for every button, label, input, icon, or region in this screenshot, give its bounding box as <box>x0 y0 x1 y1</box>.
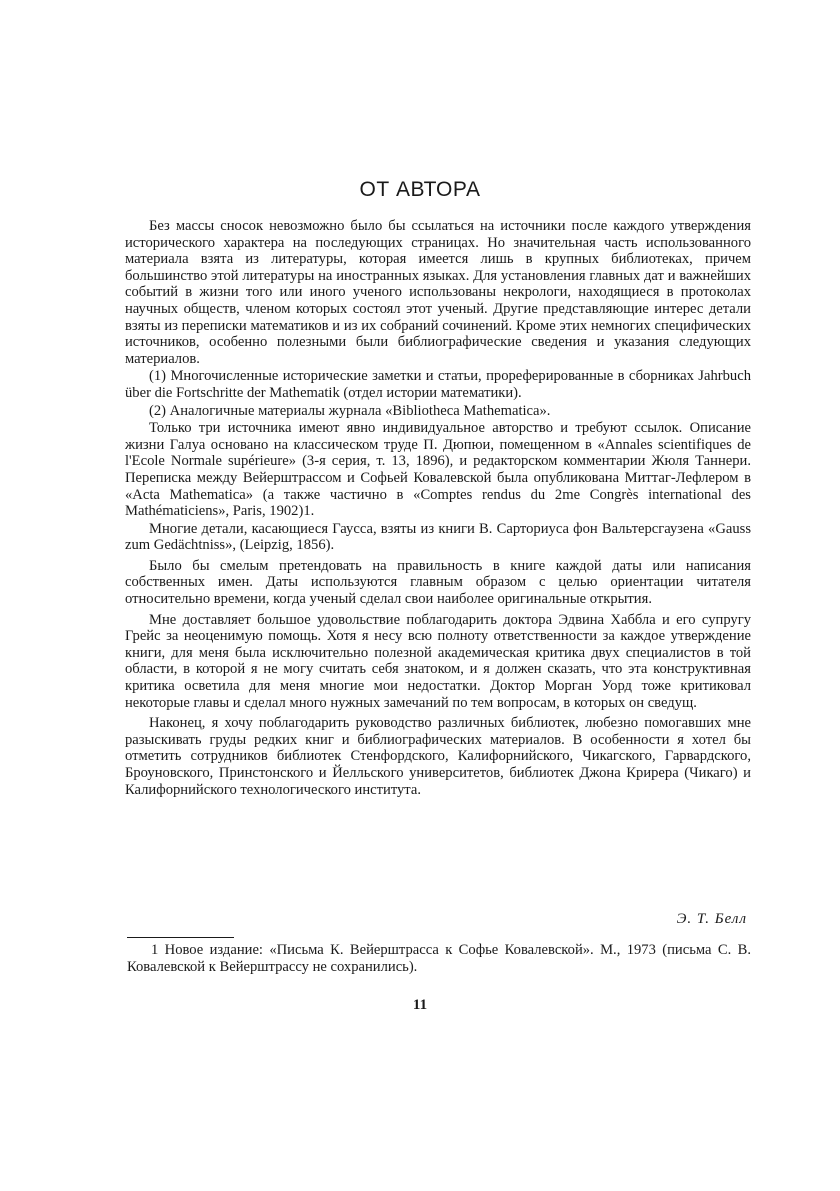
author-signature: Э. Т. Белл <box>676 911 747 927</box>
paragraph: Без массы сносок невозможно было бы ссылаться на источники после каждого утверждения исторического характера на последующих страницах. Но значительная часть использованного материала взята из литературы, которая имеется лишь в крупных библиотеках, причем большинство этой литературы на иностранных языках. Для установления главных дат и важнейших событий в жизни того или иного ученого использованы некрологи, находящиеся в протоколах научных обществ, членом которых состоял этот ученый. Другие представляющие интерес детали взяты из переписки математиков и из их собраний сочинений. Кроме этих немногих специфических источников, особенно полезными были библиографические сведения и указания следующих материалов. <box>125 218 751 367</box>
footnote: 1 Новое издание: «Письма К. Вейерштрасса к Софье Ковалевской». М., 1973 (письма С. В. Ковалевской к Вейерштрассу не сохранились). <box>127 942 751 975</box>
paragraph: (1) Многочисленные исторические заметки и статьи, прореферированные в сборниках Jahrbuch über die Fortschritte der Mathematik (отдел истории математики). <box>125 368 751 401</box>
page-title: ОТ АВТОРА <box>359 178 481 201</box>
paragraph: Многие детали, касающиеся Гаусса, взяты из книги В. Сарториуса фон Вальтерсгаузена «Gauss zum Gedächtniss», (Leipzig, 1856). <box>125 520 751 554</box>
body-text <box>125 218 751 798</box>
footnote-divider <box>127 937 234 938</box>
page-number: 11 <box>412 997 428 1013</box>
paragraph: Только три источника имеют явно индивидуальное авторство и требуют ссылок. Описание жизни Галуа основано на классическом труде П. Дюпюи, помещенном в «Annales scientifiques de l'Ecole Normale supérieure» (3-я серия, т. 13, 1896), и редакторском комментарии Жюля Таннери. Переписка между Вейерштрассом и Софьей Ковалевской была опубликована Миттаг-Лефлером в «Acta Mathematica» (а также частично в «Comptes rendus du 2me Congrès international des Mathématiciens», Paris, 1902)1. <box>125 420 751 520</box>
paragraph: Наконец, я хочу поблагодарить руководство различных библиотек, любезно помогавших мне разыскивать груды редких книг и библиографических материалов. В особенности я хотел бы отметить сотрудников библиотек Стенфордского, Калифорнийского, Чикагского, Гарвардского, Броуновского, Принстонского и Йелльского университетов, библиотек Джона Крирера (Чикаго) и Калифорнийского технологического института. <box>125 715 751 798</box>
paragraph: Мне доставляет большое удовольствие поблагодарить доктора Эдвина Хаббла и его супругу Грейс за неоценимую помощь. Хотя я несу всю полноту ответственности за каждое утверждение книги, для меня была исключительно полезной академическая критика двух специалистов в той области, в которой я не могу считать себя знатоком, и я должен сказать, что эта конструктивная критика осветила для меня многие мои недостатки. Доктор Морган Уорд тоже критиковал некоторые главы и сделал много нужных замечаний по тем вопросам, в которых он сведущ. <box>125 611 751 711</box>
paragraph: (2) Аналогичные материалы журнала «Bibliotheca Mathematica». <box>149 402 551 419</box>
paragraph: Было бы смелым претендовать на правильность в книге каждой даты или написания собственных имен. Даты используются главным образом с целью ориентации читателя относительно времени, когда ученый сделал свои наиболее оригинальные открытия. <box>125 557 751 608</box>
